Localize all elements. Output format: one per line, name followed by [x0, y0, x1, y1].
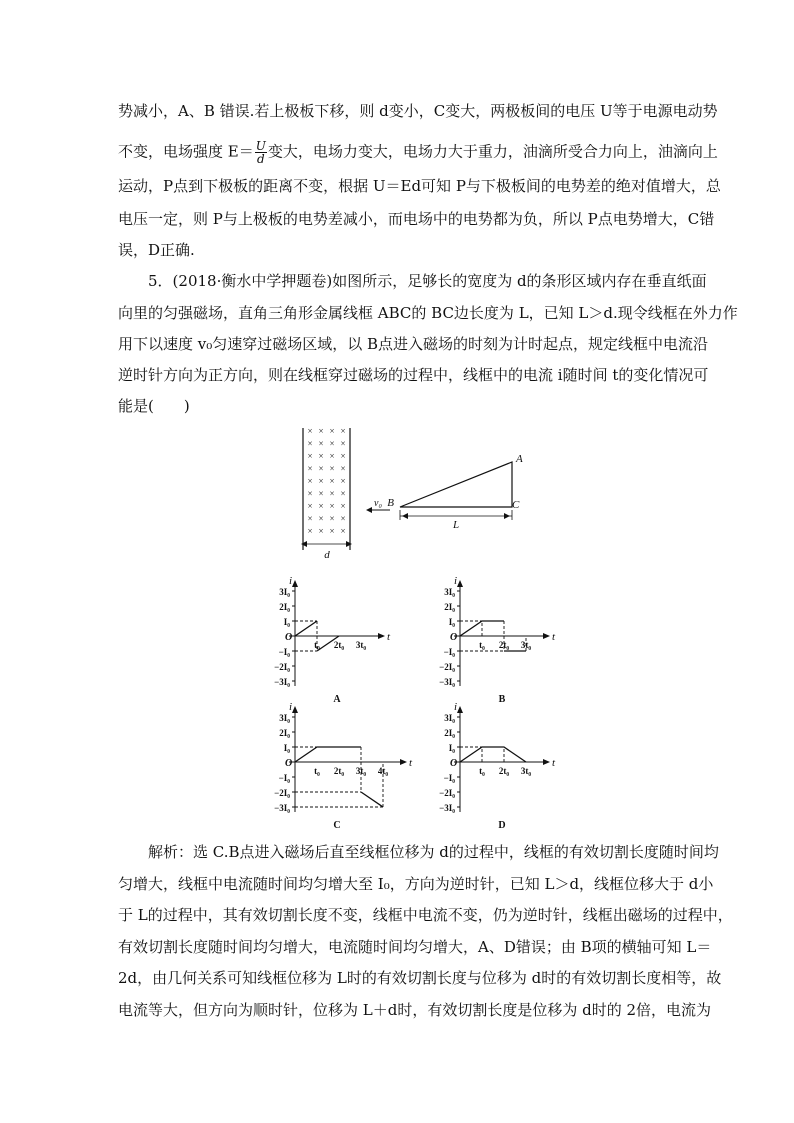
y-tick-label: −I₀	[278, 773, 290, 783]
field-x-mark: ×	[329, 463, 335, 474]
field-x-mark: ×	[329, 488, 335, 499]
current-curve	[460, 747, 526, 762]
field-x-mark: ×	[340, 526, 346, 536]
current-graph-a	[253, 574, 393, 704]
field-x-mark: ×	[318, 501, 324, 511]
axis-label-i: i	[289, 701, 293, 713]
analysis-line: 2d，由几何关系可知线框位移为 L时的有效切割长度与位移为 d时的有效切割长度相等，故	[118, 969, 722, 987]
text-line: 势减小，A、B 错误.若上极板下移，则 d变小，C变大，两极板间的电压 U等于电源电动势	[118, 102, 718, 120]
analysis-line: 有效切割长度随时间均匀增大，电流随时间均匀增大，A、D错误；由 B项的横轴可知 L＝	[118, 938, 712, 956]
field-x-mark: ×	[329, 426, 335, 436]
analysis-line: 解析：选 C.B点进入磁场后直至线框位移为 d的过程中，线框的有效切割长度随时间均	[148, 843, 719, 861]
field-x-mark: ×	[318, 488, 324, 499]
field-x-mark: ×	[318, 526, 324, 536]
field-x-mark: ×	[329, 451, 335, 461]
x-tick-label: 3t₀	[355, 766, 367, 776]
current-curve	[295, 621, 317, 636]
field-x-mark: ×	[340, 463, 346, 474]
fraction-u-over-d: $\frac{U}{d}$	[255, 139, 266, 166]
field-x-mark: ×	[307, 526, 313, 536]
y-tick-label: 2I₀	[444, 602, 455, 612]
field-x-mark: ×	[318, 463, 324, 474]
y-tick-label: −3I₀	[274, 803, 290, 813]
label-v0: v₀	[374, 498, 382, 509]
field-x-mark: ×	[340, 438, 346, 449]
y-tick-label: −2I₀	[439, 662, 455, 672]
y-tick-label: −2I₀	[439, 788, 455, 798]
graph-caption: B	[498, 694, 506, 704]
field-x-mark: ×	[307, 451, 313, 461]
field-x-mark: ×	[318, 438, 324, 449]
magnetic-field-x-marks	[307, 426, 345, 536]
origin-label: O	[285, 632, 293, 643]
x-tick-label: 3t₀	[355, 640, 367, 650]
x-tick-label: t₀	[314, 640, 320, 650]
axis-label-t: t	[387, 631, 391, 643]
field-x-mark: ×	[307, 426, 313, 436]
y-tick-label: 3I₀	[279, 713, 290, 723]
y-tick-label: −I₀	[278, 647, 290, 657]
field-triangle-figure	[290, 420, 540, 560]
question-line: 5．(2018·衡水中学押题卷)如图所示，足够长的宽度为 d的条形区域内存在垂直纸面	[148, 272, 707, 290]
y-tick-label: 3I₀	[444, 587, 455, 597]
field-x-mark: ×	[329, 513, 335, 524]
label-a: A	[516, 453, 523, 465]
field-x-mark: ×	[307, 513, 313, 524]
field-x-mark: ×	[318, 513, 324, 524]
graph-caption: A	[333, 694, 341, 704]
field-x-mark: ×	[340, 451, 346, 461]
field-x-mark: ×	[318, 426, 324, 436]
y-tick-label: I₀	[448, 617, 455, 627]
y-tick-label: 2I₀	[444, 728, 455, 738]
field-x-mark: ×	[307, 476, 313, 486]
x-tick-label: t₀	[314, 766, 320, 776]
axis-label-i: i	[289, 575, 293, 587]
x-tick-label: 2t₀	[498, 766, 510, 776]
y-tick-label: I₀	[283, 617, 290, 627]
field-x-mark: ×	[318, 451, 324, 461]
analysis-line: 电流等大，但方向为顺时针，位移为 L＋d时，有效切割长度是位移为 d时的 2倍，电流为	[118, 1001, 712, 1019]
field-x-mark: ×	[340, 488, 346, 499]
field-x-mark: ×	[329, 438, 335, 449]
field-x-mark: ×	[318, 476, 324, 486]
label-d: d	[324, 549, 330, 560]
x-tick-label: 4t₀	[377, 766, 389, 776]
origin-label: O	[285, 758, 293, 769]
question-line: 能是( )	[118, 397, 190, 415]
x-tick-label: 3t₀	[520, 766, 532, 776]
y-tick-label: 2I₀	[279, 728, 290, 738]
x-tick-label: t₀	[479, 766, 485, 776]
y-tick-label: 3I₀	[279, 587, 290, 597]
analysis-line: 于 L的过程中，其有效切割长度不变，线框中电流不变，仍为逆时针，线框出磁场的过程中，	[118, 906, 733, 924]
y-tick-label: I₀	[448, 743, 455, 753]
current-graph-b	[418, 574, 558, 704]
x-tick-label: 2t₀	[333, 640, 345, 650]
field-x-mark: ×	[329, 526, 335, 536]
question-line: 向里的匀强磁场，直角三角形金属线框 ABC的 BC边长度为 L，已知 L＞d.现令线框在外力作	[118, 304, 738, 322]
field-x-mark: ×	[329, 501, 335, 511]
current-curve	[295, 747, 361, 762]
field-x-mark: ×	[329, 476, 335, 486]
y-tick-label: I₀	[283, 743, 290, 753]
y-tick-label: −3I₀	[439, 677, 455, 687]
y-tick-label: −2I₀	[274, 662, 290, 672]
x-tick-label: 2t₀	[498, 640, 510, 650]
origin-label: O	[450, 758, 458, 769]
current-curve	[361, 792, 383, 807]
y-tick-label: 3I₀	[444, 713, 455, 723]
label-b: B	[387, 497, 394, 509]
label-l: L	[452, 519, 460, 531]
axis-label-t: t	[552, 631, 556, 643]
axis-label-t: t	[409, 757, 413, 769]
field-x-mark: ×	[340, 476, 346, 486]
question-line: 用下以速度 v₀匀速穿过磁场区域，以 B点进入磁场的时刻为计时起点，规定线框中电流沿	[118, 335, 709, 353]
graph-caption: D	[498, 820, 506, 830]
current-graph-d	[418, 700, 558, 830]
text-line: 不变，电场强度 E＝ $\frac{U}{d}$ 变大，电场力变大，电场力大于重力，油滴所受合力向上，油滴向上	[118, 139, 718, 166]
question-line: 逆时针方向为正方向，则在线框穿过磁场的过程中，线框中的电流 i随时间 t的变化情况可	[118, 366, 709, 384]
origin-label: O	[450, 632, 458, 643]
analysis-line: 匀增大，线框中电流随时间均匀增大至 I₀，方向为逆时针，已知 L＞d，线框位移大于 d小	[118, 875, 714, 893]
field-x-mark: ×	[307, 501, 313, 511]
y-tick-label: −I₀	[443, 647, 455, 657]
x-tick-label: t₀	[479, 640, 485, 650]
text-line: 误，D正确.	[118, 241, 195, 259]
field-x-mark: ×	[340, 513, 346, 524]
axis-label-i: i	[454, 575, 458, 587]
y-tick-label: −I₀	[443, 773, 455, 783]
y-tick-label: 2I₀	[279, 602, 290, 612]
x-tick-label: 2t₀	[333, 766, 345, 776]
text-line: 电压一定，则 P与上极板的电势差减小，而电场中的电势都为负，所以 P点电势增大，C错	[118, 210, 715, 228]
field-x-mark: ×	[340, 426, 346, 436]
current-graph-c	[253, 700, 413, 830]
field-x-mark: ×	[307, 463, 313, 474]
graph-caption: C	[333, 820, 341, 830]
field-x-mark: ×	[340, 501, 346, 511]
axis-label-i: i	[454, 701, 458, 713]
triangle-abc	[400, 462, 512, 507]
y-tick-label: −2I₀	[274, 788, 290, 798]
x-tick-label: 3t₀	[520, 640, 532, 650]
axis-label-t: t	[552, 757, 556, 769]
y-tick-label: −3I₀	[274, 677, 290, 687]
text-line: 运动，P点到下极板的距离不变，根据 U＝Ed可知 P与下极板间的电势差的绝对值增大，总	[118, 177, 721, 195]
field-x-mark: ×	[307, 438, 313, 449]
label-c: C	[512, 499, 520, 511]
field-x-mark: ×	[307, 488, 313, 499]
y-tick-label: −3I₀	[439, 803, 455, 813]
